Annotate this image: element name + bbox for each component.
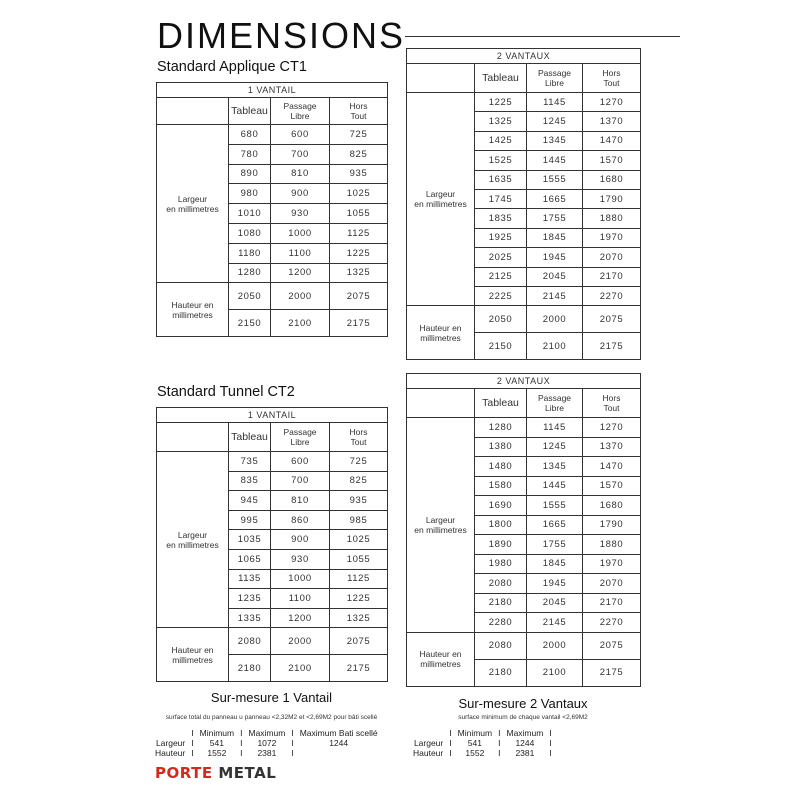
column-header-row: [407, 64, 641, 93]
table-cell: 890: [229, 164, 271, 184]
table-cell: 2075: [583, 632, 641, 659]
logo-metal: METAL: [218, 764, 277, 782]
table-cell: 980: [229, 184, 271, 204]
table-cell: 2075: [583, 306, 641, 333]
table-cell: 2080: [475, 632, 527, 659]
table-cell: 1270: [583, 418, 641, 438]
hauteur-label-line1: Hauteur en: [171, 644, 214, 655]
table-cell: 2175: [330, 655, 388, 682]
table-cell: 1425: [475, 131, 527, 150]
table-cell: 1370: [583, 437, 641, 457]
sur-mesure-1-note: surface total du panneau u panneau <2,32M2 et <2,69M2 pour bâti scellé: [165, 714, 378, 721]
ct2-1-vantail-table: [156, 407, 388, 682]
col-tableau: Tableau: [229, 423, 271, 452]
table-cell: 1945: [527, 574, 583, 594]
table-cell: 1125: [330, 569, 388, 589]
table-header: 1 VANTAIL: [157, 408, 388, 423]
col-tableau: Tableau: [475, 64, 527, 93]
table-cell: 2225: [475, 286, 527, 305]
table-cell: 1665: [527, 189, 583, 208]
table-cell: 995: [229, 510, 271, 530]
table-cell: 2270: [583, 286, 641, 305]
table-cell: 1835: [475, 209, 527, 228]
table-cell: 810: [271, 491, 330, 511]
sur-mesure-2-title: Sur-mesure 2 Vantaux: [458, 696, 588, 711]
table-cell: 1925: [475, 228, 527, 247]
hauteur-label-line2: millimetres: [172, 309, 213, 320]
table-cell: 900: [271, 530, 330, 550]
table-cell: 2150: [475, 333, 527, 360]
sm1-largeur-label: Largeur: [155, 738, 186, 748]
table-cell: 810: [271, 164, 330, 184]
table-cell: 1570: [583, 151, 641, 170]
table-cell: 1135: [229, 569, 271, 589]
col-hors-tout: [583, 389, 641, 418]
table-cell: 1845: [527, 228, 583, 247]
table-cell: 1370: [583, 112, 641, 131]
table-cell: 1180: [229, 243, 271, 263]
sm2-hauteur-max: 2381: [515, 748, 535, 758]
table-cell: 1025: [330, 184, 388, 204]
table-cell: 2045: [527, 267, 583, 286]
table-cell: 1325: [475, 112, 527, 131]
table-row: [157, 452, 388, 472]
table-cell: 2070: [583, 574, 641, 594]
column-header-row: [157, 423, 388, 452]
table-cell: 1790: [583, 189, 641, 208]
table-cell: 1970: [583, 228, 641, 247]
sm1-header-min: Minimum: [199, 728, 235, 738]
table-cell: 1025: [330, 530, 388, 550]
table-cell: 860: [271, 510, 330, 530]
table-cell: 2280: [475, 613, 527, 633]
table-cell: 2145: [527, 286, 583, 305]
table-cell: 1035: [229, 530, 271, 550]
col-hors-tout: [330, 423, 388, 452]
table-cell: 1680: [583, 170, 641, 189]
column-header-row: [157, 98, 388, 125]
largeur-label: [407, 93, 475, 306]
col-passage-libre-line2: Libre: [545, 78, 564, 88]
table-cell: 1000: [271, 569, 330, 589]
table-cell: 2170: [583, 593, 641, 613]
largeur-label: [407, 418, 475, 633]
table-cell: 1055: [330, 549, 388, 569]
sm1-header-max-bati: Maximum Bati scellé: [299, 728, 378, 738]
table-cell: 1755: [527, 209, 583, 228]
table-cell: 1345: [527, 131, 583, 150]
sm1-hauteur-label: Hauteur: [155, 748, 186, 758]
col-passage-libre-line1: Passage: [537, 68, 572, 78]
table-cell: 1125: [330, 223, 388, 243]
corner-cell: [407, 64, 475, 93]
table-cell: 2175: [330, 310, 388, 337]
table-cell: 1445: [527, 476, 583, 496]
table-cell: 1145: [527, 93, 583, 112]
table-cell: 1755: [527, 535, 583, 555]
corner-cell: [157, 98, 229, 125]
table-cell: 2080: [229, 628, 271, 655]
hauteur-label-line2: millimetres: [172, 654, 213, 665]
largeur-label-line1: Largeur: [177, 529, 208, 540]
header-row: [157, 408, 388, 423]
hauteur-label-line1: Hauteur en: [419, 649, 462, 659]
table-cell: 1970: [583, 554, 641, 574]
table-cell: 725: [330, 125, 388, 145]
table-cell: 2025: [475, 248, 527, 267]
table-cell: 1080: [229, 223, 271, 243]
table-row: [157, 125, 388, 145]
header-row: [407, 374, 641, 389]
sur-mesure-1-table: I Minimum I Maximum I Maximum Bati scellé Largeur I 541 I 1072 I 1244 Hauteur I 1552 I 2381 I: [152, 728, 381, 758]
table-cell: 1100: [271, 589, 330, 609]
table-header: 1 VANTAIL: [157, 83, 388, 98]
table-cell: 2000: [527, 306, 583, 333]
table-cell: 825: [330, 471, 388, 491]
table-cell: 700: [271, 144, 330, 164]
col-tableau: Tableau: [475, 389, 527, 418]
col-passage-libre-line1: Passage: [537, 393, 572, 403]
table-cell: 2070: [583, 248, 641, 267]
table-cell: 2180: [475, 659, 527, 686]
table-cell: 2175: [583, 659, 641, 686]
table-cell: 930: [271, 549, 330, 569]
table-cell: 1665: [527, 515, 583, 535]
table-cell: 1635: [475, 170, 527, 189]
logo-porte: PORTE: [155, 764, 213, 782]
table-cell: 1200: [271, 608, 330, 628]
table-cell: 2270: [583, 613, 641, 633]
table-cell: 1470: [583, 131, 641, 150]
table-cell: 1570: [583, 476, 641, 496]
table-cell: 2100: [527, 659, 583, 686]
col-passage-libre-line2: Libre: [290, 437, 310, 447]
corner-cell: [157, 423, 229, 452]
largeur-label: [157, 452, 229, 628]
table-cell: 1225: [475, 93, 527, 112]
col-passage-libre: [527, 64, 583, 93]
sm2-header-max: Maximum: [506, 728, 544, 738]
table-cell: 2145: [527, 613, 583, 633]
page-title: DIMENSIONS: [157, 15, 406, 56]
hauteur-label-line2: millimetres: [420, 659, 461, 669]
table-cell: 1245: [527, 437, 583, 457]
table-cell: 1380: [475, 437, 527, 457]
table-cell: 1280: [475, 418, 527, 438]
col-hors-tout-line1: Hors: [602, 68, 621, 78]
table-cell: 1680: [583, 496, 641, 516]
sm2-hauteur-min: 1552: [465, 748, 485, 758]
table-cell: 1445: [527, 151, 583, 170]
table-cell: 1880: [583, 535, 641, 555]
largeur-label-line2: en millimetres: [166, 539, 219, 550]
col-passage-libre: [271, 98, 330, 125]
table-cell: 1845: [527, 554, 583, 574]
largeur-label: [157, 125, 229, 283]
table-cell: 1335: [229, 608, 271, 628]
table-row: [157, 283, 388, 310]
largeur-label-line2: en millimetres: [414, 524, 467, 535]
table-cell: 2075: [330, 628, 388, 655]
col-hors-tout-line1: Hors: [602, 393, 621, 403]
col-hors-tout-line1: Hors: [349, 427, 368, 437]
column-header-row: [407, 389, 641, 418]
sm2-header-min: Minimum: [457, 728, 493, 738]
table-cell: 1235: [229, 589, 271, 609]
table-cell: 1890: [475, 535, 527, 555]
sm1-hauteur-min: 1552: [207, 748, 227, 758]
table-cell: 1790: [583, 515, 641, 535]
col-passage-libre-line1: Passage: [283, 427, 317, 437]
largeur-label-line2: en millimetres: [166, 203, 219, 214]
table-cell: 1225: [330, 243, 388, 263]
table-cell: 1690: [475, 496, 527, 516]
col-hors-tout: [583, 64, 641, 93]
table-row: [407, 306, 641, 333]
table-cell: 2075: [330, 283, 388, 310]
table-cell: 735: [229, 452, 271, 472]
table-cell: 2000: [271, 628, 330, 655]
table-cell: 725: [330, 452, 388, 472]
table-cell: 1225: [330, 589, 388, 609]
col-hors-tout-line1: Hors: [349, 101, 368, 111]
table-cell: 2045: [527, 593, 583, 613]
table-cell: 935: [330, 491, 388, 511]
table-cell: 1480: [475, 457, 527, 477]
sm1-hauteur-max-bati: [297, 748, 381, 758]
sur-mesure-2-note: surface minimum de chaque vantail <2,69M2: [458, 714, 588, 721]
porte-metal-logo: [155, 763, 276, 783]
table-cell: 945: [229, 491, 271, 511]
table-cell: 2180: [229, 655, 271, 682]
ct2-2-vantaux-table: [406, 373, 641, 687]
table-cell: 1325: [330, 608, 388, 628]
table-cell: 600: [271, 125, 330, 145]
largeur-label-line2: en millimetres: [414, 199, 467, 210]
table-cell: 1345: [527, 457, 583, 477]
col-tableau: Tableau: [229, 98, 271, 125]
table-cell: 2050: [475, 306, 527, 333]
ct1-2-vantaux-table: [406, 48, 641, 360]
hauteur-label: [157, 283, 229, 337]
table-cell: 1245: [527, 112, 583, 131]
table-cell: 1880: [583, 209, 641, 228]
sm2-largeur-min: 541: [467, 738, 482, 748]
hauteur-label: [407, 306, 475, 360]
sur-mesure-2-table: I Minimum I Maximum I Largeur I 541 I 1244 I Hauteur I 1552 I 2381 I: [410, 728, 555, 758]
table-header: 2 VANTAUX: [407, 49, 641, 64]
col-passage-libre: [271, 423, 330, 452]
table-row: [407, 93, 641, 112]
table-row: [407, 632, 641, 659]
sm1-hauteur-max: 2381: [257, 748, 277, 758]
table-cell: 1980: [475, 554, 527, 574]
hauteur-label-line1: Hauteur en: [171, 299, 214, 310]
table-cell: 1525: [475, 151, 527, 170]
col-hors-tout-line2: Tout: [603, 403, 620, 413]
table-cell: 985: [330, 510, 388, 530]
sm2-largeur-label: Largeur: [413, 738, 444, 748]
table-cell: 1270: [583, 93, 641, 112]
table-cell: 780: [229, 144, 271, 164]
table-cell: 1055: [330, 204, 388, 224]
corner-cell: [407, 389, 475, 418]
table-cell: 2000: [527, 632, 583, 659]
col-hors-tout-line2: Tout: [350, 437, 367, 447]
table-cell: 1000: [271, 223, 330, 243]
table-row: [407, 418, 641, 438]
table-cell: 825: [330, 144, 388, 164]
table-row: [157, 628, 388, 655]
title-rule: [405, 36, 680, 37]
col-hors-tout-line2: Tout: [603, 78, 620, 88]
table-cell: 1555: [527, 170, 583, 189]
table-cell: 2125: [475, 267, 527, 286]
table-cell: 1065: [229, 549, 271, 569]
table-header: 2 VANTAUX: [407, 374, 641, 389]
hauteur-label: [157, 628, 229, 682]
table-cell: 1745: [475, 189, 527, 208]
sm2-hauteur-label: Hauteur: [413, 748, 444, 758]
hauteur-label-line1: Hauteur en: [419, 322, 462, 333]
sm1-largeur-min: 541: [209, 738, 224, 748]
table-cell: 700: [271, 471, 330, 491]
largeur-label-line1: Largeur: [425, 514, 456, 525]
header-row: [157, 83, 388, 98]
table-cell: 600: [271, 452, 330, 472]
table-cell: 2180: [475, 593, 527, 613]
table-cell: 1325: [330, 263, 388, 283]
table-cell: 1580: [475, 476, 527, 496]
ct1-title: Standard Applique CT1: [157, 59, 307, 75]
table-cell: 680: [229, 125, 271, 145]
sm1-largeur-max: 1072: [257, 738, 277, 748]
table-cell: 1470: [583, 457, 641, 477]
table-cell: 2170: [583, 267, 641, 286]
sm1-largeur-max-bati: 1244: [329, 738, 349, 748]
table-cell: 2150: [229, 310, 271, 337]
table-cell: 1010: [229, 204, 271, 224]
table-cell: 2100: [271, 310, 330, 337]
table-cell: 1555: [527, 496, 583, 516]
col-hors-tout: [330, 98, 388, 125]
header-row: [407, 49, 641, 64]
sm2-largeur-max: 1244: [515, 738, 535, 748]
table-cell: 2100: [527, 333, 583, 360]
col-passage-libre-line1: Passage: [283, 101, 317, 111]
col-passage-libre-line2: Libre: [545, 403, 564, 413]
table-cell: 935: [330, 164, 388, 184]
hauteur-label-line2: millimetres: [420, 332, 461, 343]
largeur-label-line1: Largeur: [425, 189, 456, 200]
sur-mesure-1-title: Sur-mesure 1 Vantail: [210, 690, 333, 705]
table-cell: 2050: [229, 283, 271, 310]
table-cell: 2080: [475, 574, 527, 594]
table-cell: 2100: [271, 655, 330, 682]
ct2-title: Standard Tunnel CT2: [157, 384, 295, 400]
table-cell: 1100: [271, 243, 330, 263]
largeur-label-line1: Largeur: [177, 193, 208, 204]
table-cell: 1800: [475, 515, 527, 535]
table-cell: 1945: [527, 248, 583, 267]
table-cell: 1145: [527, 418, 583, 438]
col-passage-libre: [527, 389, 583, 418]
table-cell: 1200: [271, 263, 330, 283]
sm1-header-max: Maximum: [248, 728, 286, 738]
col-hors-tout-line2: Tout: [350, 111, 367, 121]
table-cell: 835: [229, 471, 271, 491]
hauteur-label: [407, 632, 475, 686]
table-cell: 930: [271, 204, 330, 224]
table-cell: 1280: [229, 263, 271, 283]
col-passage-libre-line2: Libre: [290, 111, 310, 121]
table-cell: 2000: [271, 283, 330, 310]
table-cell: 2175: [583, 333, 641, 360]
ct1-1-vantail-table: [156, 82, 388, 337]
table-cell: 900: [271, 184, 330, 204]
